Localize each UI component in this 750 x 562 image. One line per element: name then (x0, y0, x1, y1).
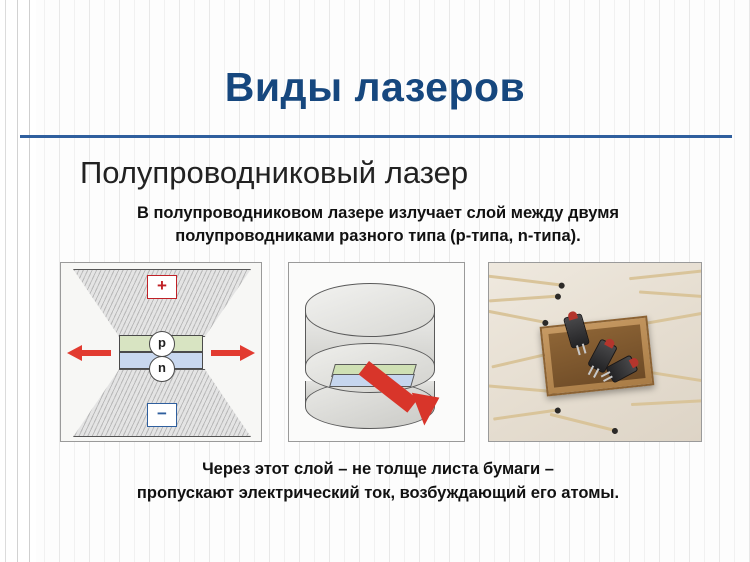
title-divider (20, 135, 732, 138)
pn-junction-drawing (61, 263, 261, 441)
p-layer-label: p (149, 331, 175, 357)
emission-arrow-icon (365, 355, 461, 435)
figure-diode-structure (288, 262, 465, 442)
caption-line-1: Через этот слой – не толще листа бумаги – (202, 460, 554, 478)
lead-paragraph (58, 202, 698, 249)
match-stick (629, 269, 702, 280)
disc-top (305, 283, 435, 337)
match-stick (488, 309, 547, 324)
section-subtitle: Полупроводниковый лазер (80, 155, 469, 190)
caption-line-2: пропускают электрический ток, возбуждающий его атомы. (136, 483, 620, 502)
match-stick (491, 353, 548, 369)
positive-terminal-label: + (147, 275, 177, 299)
match-stick (550, 413, 617, 432)
match-stick (631, 399, 702, 406)
matchbox-photo (489, 263, 701, 441)
match-stick (489, 295, 559, 303)
lead-line-2: полупроводниками разного типа (p-типа, n-типа). (175, 227, 581, 246)
figure-row (60, 262, 700, 442)
lead-line-1: В полупроводниковом лазере излучает слой между двумя (136, 204, 620, 222)
diode-structure-drawing (289, 263, 464, 441)
negative-terminal-label: − (147, 403, 177, 427)
match-stick (639, 290, 702, 298)
caption-paragraph (58, 458, 698, 506)
figure-pn-junction (60, 262, 262, 442)
n-layer-label: n (149, 356, 175, 382)
figure-diode-photo (488, 262, 702, 442)
match-stick (488, 274, 563, 286)
page-title: Виды лазеров (224, 64, 526, 110)
